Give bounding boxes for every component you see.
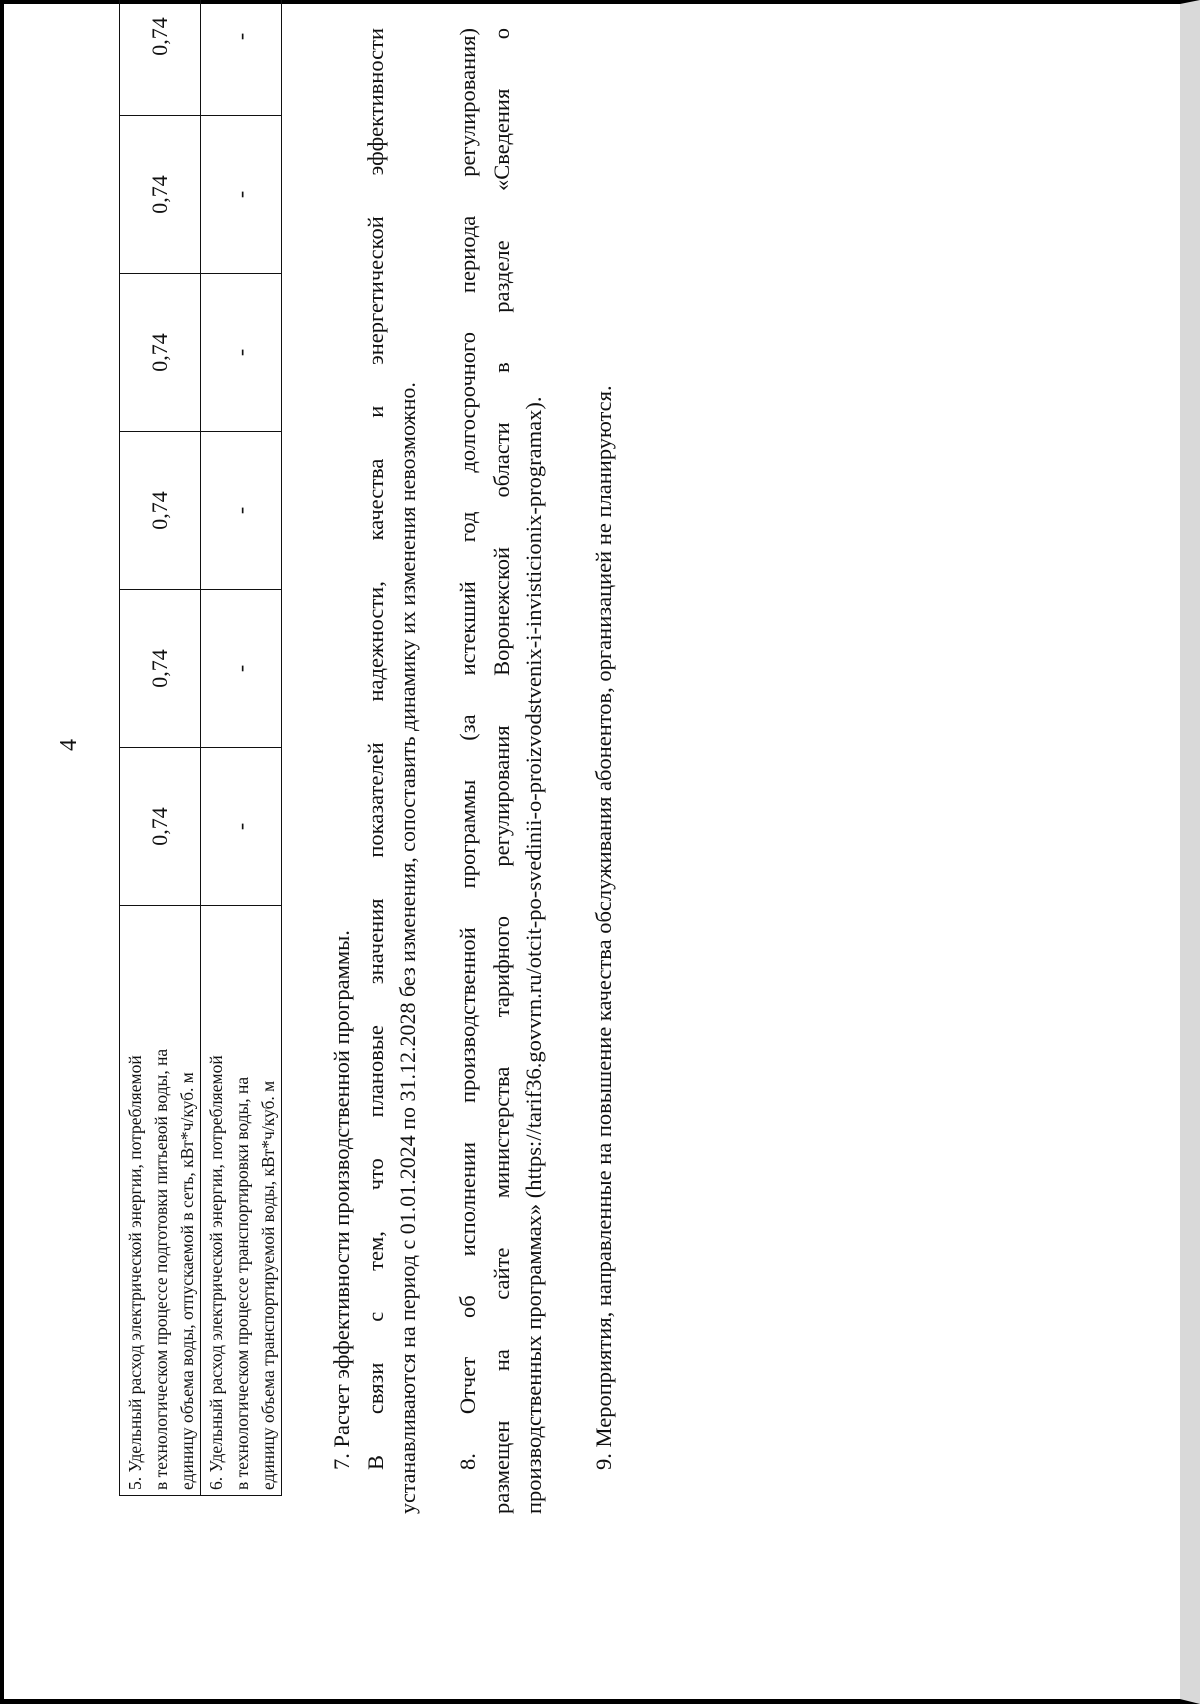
section-8-text-line: 8. Отчет об исполнении производственной программы (за истекший год долгосрочного периода регулирования) [455, 28, 480, 1470]
section-7-text-line: В связи с тем, что плановые значения показателей надежности, качества и энергетической эффективности [363, 28, 388, 1470]
description-line: 5. Удельный расход электрической энергии, потребляемой [125, 1055, 145, 1490]
section-8-text-line: производственных программах» (https://tarif36.govvrn.ru/otcit-po-svedinii-o-proizvodstvenix-i-invisticionix-programax). [521, 396, 546, 1514]
indicator-description [120, 906, 201, 1496]
description-line: единицу объема транспортируемой воды, кВт*ч/куб. м [258, 1080, 278, 1490]
value-cell: - [201, 748, 282, 906]
value-cell: 0,74 [120, 0, 201, 116]
section-8-text-line: размещен на сайте министерства тарифного регулирования Воронежской области в разделе «Сведения о [489, 28, 514, 1514]
section-9-text-line: 9. Мероприятия, направленные на повышение качества обслуживания абонентов, организацией не планируются. [591, 385, 616, 1470]
value-cell: 0,74 [120, 116, 201, 274]
value-cell: 0,74 [120, 274, 201, 432]
value-cell: - [201, 116, 282, 274]
table-row [120, 0, 201, 1496]
indicator-description [201, 906, 282, 1496]
value-cell: - [201, 274, 282, 432]
value-cell: - [201, 590, 282, 748]
description-line: в технологическом процессе транспортировки воды, на [232, 1076, 252, 1490]
description-line: 6. Удельный расход электрической энергии, потребляемой [206, 1055, 226, 1490]
section-7-heading: 7. Расчет эффективности производственной программы. [329, 930, 354, 1470]
page-number: 4 [56, 739, 82, 751]
description-line: единицу объема воды, отпускаемой в сеть, кВт*ч/куб. м [177, 1072, 197, 1490]
value-cell: 0,74 [120, 748, 201, 906]
value-cell: 0,74 [120, 590, 201, 748]
description-line: в технологическом процессе подготовки питьевой воды, на [151, 1048, 171, 1490]
indicators-table [119, 0, 282, 1496]
value-cell: - [201, 0, 282, 116]
table-row [201, 0, 282, 1496]
section-7-text-line: устанавливаются на период с 01.01.2024 по 31.12.2028 без изменения, сопоставить динамику их изменения невозможно. [395, 382, 420, 1514]
value-cell: 0,74 [120, 432, 201, 590]
value-cell: - [201, 432, 282, 590]
